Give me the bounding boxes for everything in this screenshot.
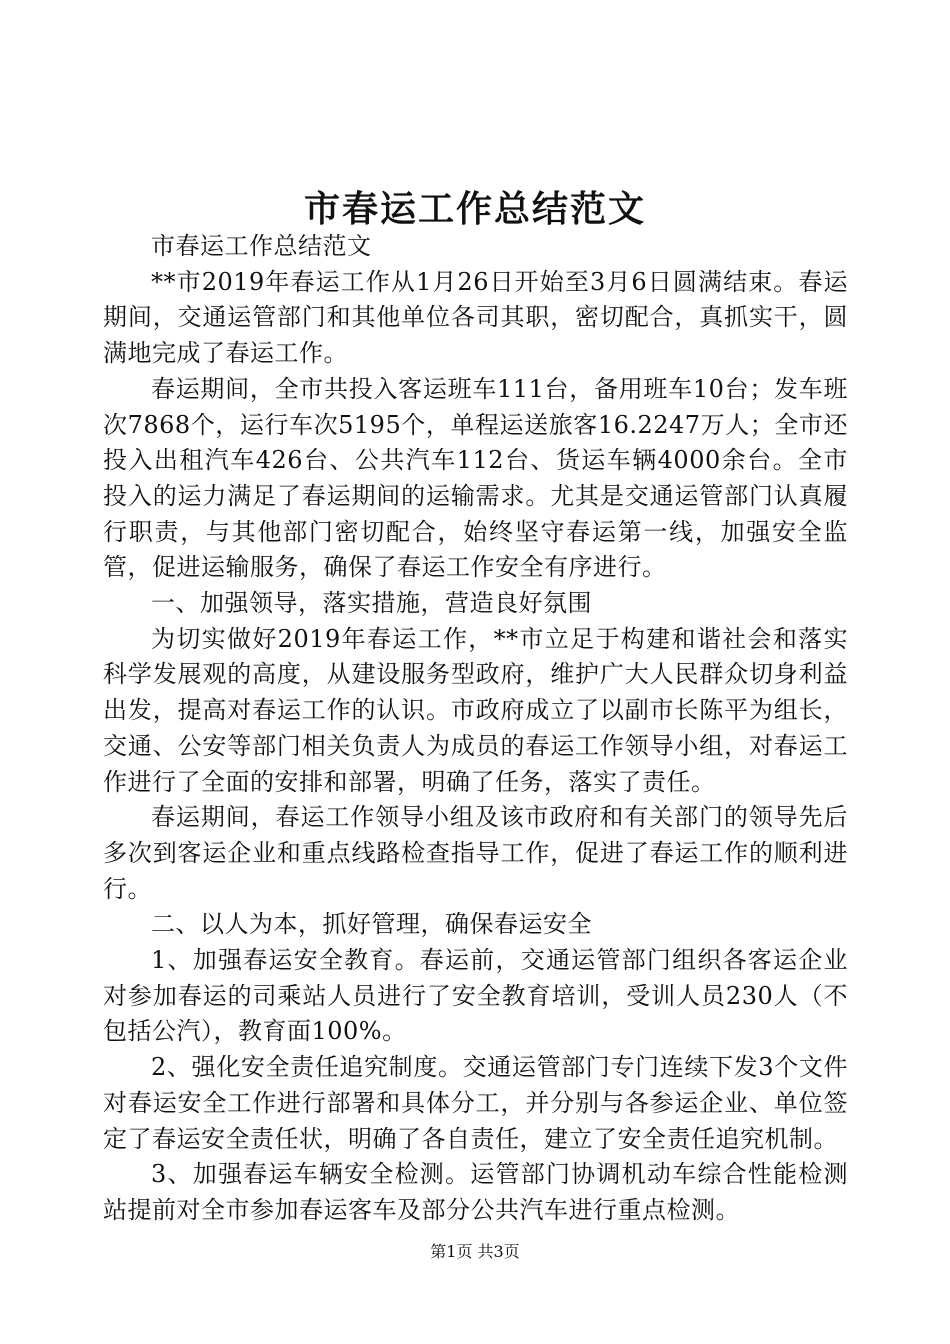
page-indicator: 第1页 共3页 <box>430 1242 520 1261</box>
paragraph-responsibility: 2、强化安全责任追究制度。交通运管部门专门连续下发3个文件对春运安全工作进行部署和具体分工，并分别与各参运企业、单位签定了春运安全责任状，明确了各自责任，建立了安全责任追究机制。 <box>103 1053 848 1153</box>
paragraph-intro: **市2019年春运工作从1月26日开始至3月6日圆满结束。春运期间，交通运管部门和其他单位各司其职，密切配合，真抓实干，圆满地完成了春运工作。 <box>103 267 848 368</box>
page-footer <box>0 1241 950 1263</box>
document-title: 市春运工作总结范文 <box>303 188 646 230</box>
document-body <box>103 229 848 1229</box>
paragraph-safety-education: 1、加强春运安全教育。春运前，交通运管部门组织各客运企业对参加春运的司乘站人员进行了安全教育培训，受训人员230人（不包括公汽），教育面100%。 <box>103 946 848 1046</box>
paragraph-vehicle-inspection: 3、加强春运车辆安全检测。运管部门协调机动车综合性能检测站提前对全市参加春运客车及部分公共汽车进行重点检测。 <box>103 1160 848 1224</box>
paragraph-statistics: 春运期间，全市共投入客运班车111台，备用班车10台；发车班次7868个，运行车次5195个，单程运送旅客16.2247万人；全市还投入出租汽车426台、公共汽车112台、货运车辆4000余台。全市投入的运力满足了春运期间的运输需求。尤其是交通运管部门认真履行职责，与其他部门密切配合，始终坚守春运第一线，加强安全监管，促进运输服务，确保了春运工作安全有序进行。 <box>103 374 848 582</box>
section-heading-2: 二、以人为本，抓好管理，确保春运安全 <box>151 910 592 939</box>
section-heading-1: 一、加强领导，落实措施，营造良好氛围 <box>151 589 592 618</box>
paragraph-inspection: 春运期间，春运工作领导小组及该市政府和有关部门的领导先后多次到客运企业和重点线路检查指导工作，促进了春运工作的顺利进行。 <box>103 803 848 903</box>
paragraph-subtitle: 市春运工作总结范文 <box>151 232 372 260</box>
paragraph-leadership: 为切实做好2019年春运工作，**市立足于构建和谐社会和落实科学发展观的高度，从建设服务型政府，维护广大人民群众切身利益出发，提高对春运工作的认识。市政府成立了以副市长陈平为组长，交通、公安等部门相关负责人为成员的春运工作领导小组，对春运工作进行了全面的安排和部署，明确了任务，落实了责任。 <box>103 624 848 796</box>
